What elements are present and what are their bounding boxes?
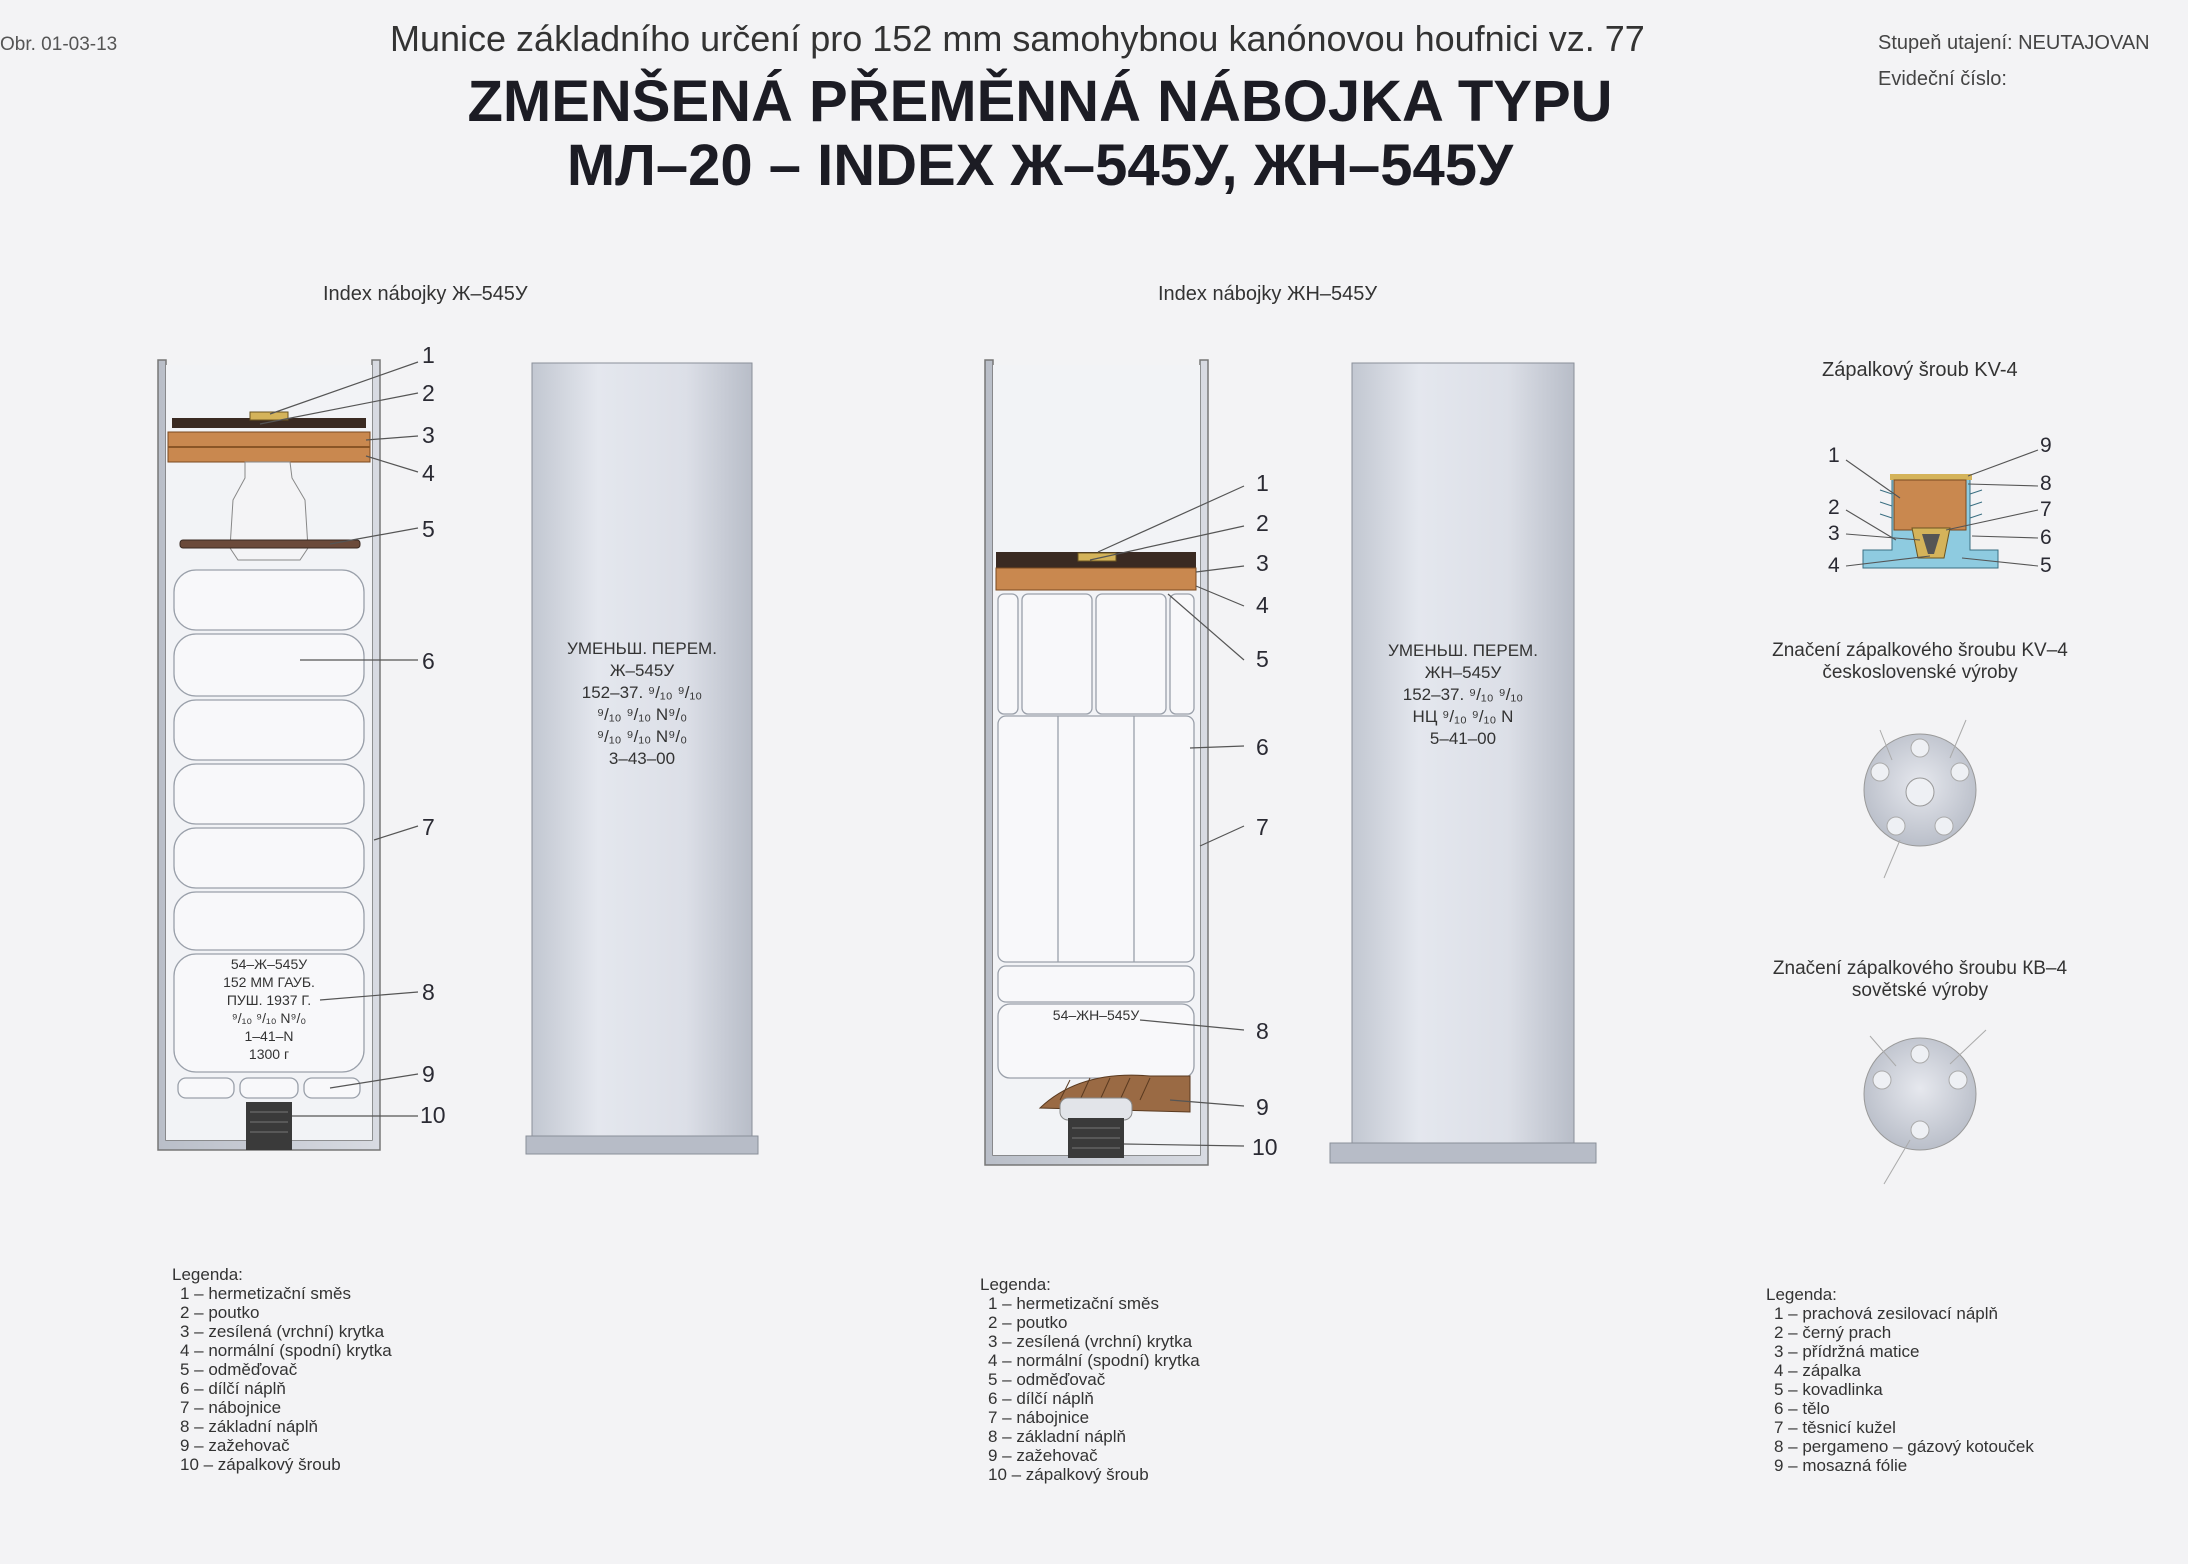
right-legend: Legenda: 1 – prachová zesilovací náplň 2 – černý prach 3 – přídržná matice 4 – zápalka 5 – kovadlinka 6 – tělo 7 – těsnicí kužel 8 – pergameno – gázový kotouček 9 – mosazná fólie	[1766, 1285, 2034, 1475]
title-line-2: МЛ–20 – INDEX Ж–545У, ЖН–545У	[566, 133, 1514, 198]
primer-title: Zápalkový šroub KV-4	[1822, 359, 2018, 381]
primer-kv4-section	[1846, 450, 2038, 568]
left-charge-marking: 54–Ж–545У 152 ММ ГАУБ. ПУШ. 1937 Г. ⁹/₁₀ ⁹/₁₀ N⁹/₀ 1–41–N 1300 г	[223, 956, 315, 1062]
left-legend: Legenda: 1 – hermetizační směs 2 – poutko 3 – zesílená (vrchní) krytka 4 – normální (spodní) krytka 5 – odměďovač 6 – dílčí náplň 7 – nábojnice 8 – základní náplň 9 – zažehovač 10 – zápalkový šroub	[172, 1265, 392, 1474]
secrecy-level: Stupeň utajení: NEUTAJOVAN	[1878, 32, 2150, 54]
record-number: Evideční číslo:	[1878, 68, 2007, 90]
middle-charge-marking: 54–ЖН–545У	[1052, 1007, 1140, 1023]
left-primer	[246, 1102, 292, 1150]
title-line-1: ZMENŠENÁ PŘEMĚNNÁ NÁBOJKA TYPU	[467, 69, 1613, 134]
middle-cutaway-case	[985, 360, 1244, 1165]
middle-case-exterior	[1330, 363, 1596, 1163]
figure-reference: Obr. 01-03-13	[0, 34, 118, 55]
marking-su-title: Značení zápalkového šroubu КВ–4 sovětské výroby	[1772, 958, 2068, 1001]
marking-cz-title: Značení zápalkového šroubu KV–4 československé výroby	[1772, 640, 2068, 683]
left-index-label: Index nábojky Ж–545У	[323, 283, 528, 305]
left-case-marking: УМЕНЬШ. ПЕРЕМ. Ж–545У 152–37. ⁹/₁₀ ⁹/₁₀ ⁹/₁₀ ⁹/₁₀ N⁹/₀ ⁹/₁₀ ⁹/₁₀ N⁹/₀ 3–43–00	[567, 639, 717, 768]
copper-covers-2	[996, 568, 1196, 590]
middle-legend: Legenda: 1 – hermetizační směs 2 – poutko 3 – zesílená (vrchní) krytka 4 – normální (spodní) krytka 5 – odměďovač 6 – dílčí náplň 7 – nábojnice 8 – základní náplň 9 – zažehovač 10 – zápalkový šroub	[980, 1275, 1200, 1484]
middle-index-label: Index nábojky ЖН–545У	[1158, 283, 1378, 305]
subtitle: Munice základního určení pro 152 mm samohybnou kanónovou houfnici vz. 77	[390, 18, 1645, 59]
marking-disc-su	[1864, 1030, 1986, 1184]
marking-disc-cz	[1864, 720, 1976, 878]
middle-case-marking: УМЕНЬШ. ПЕРЕМ. ЖН–545У 152–37. ⁹/₁₀ ⁹/₁₀ НЦ ⁹/₁₀ ⁹/₁₀ N 5–41–00	[1388, 641, 1538, 748]
